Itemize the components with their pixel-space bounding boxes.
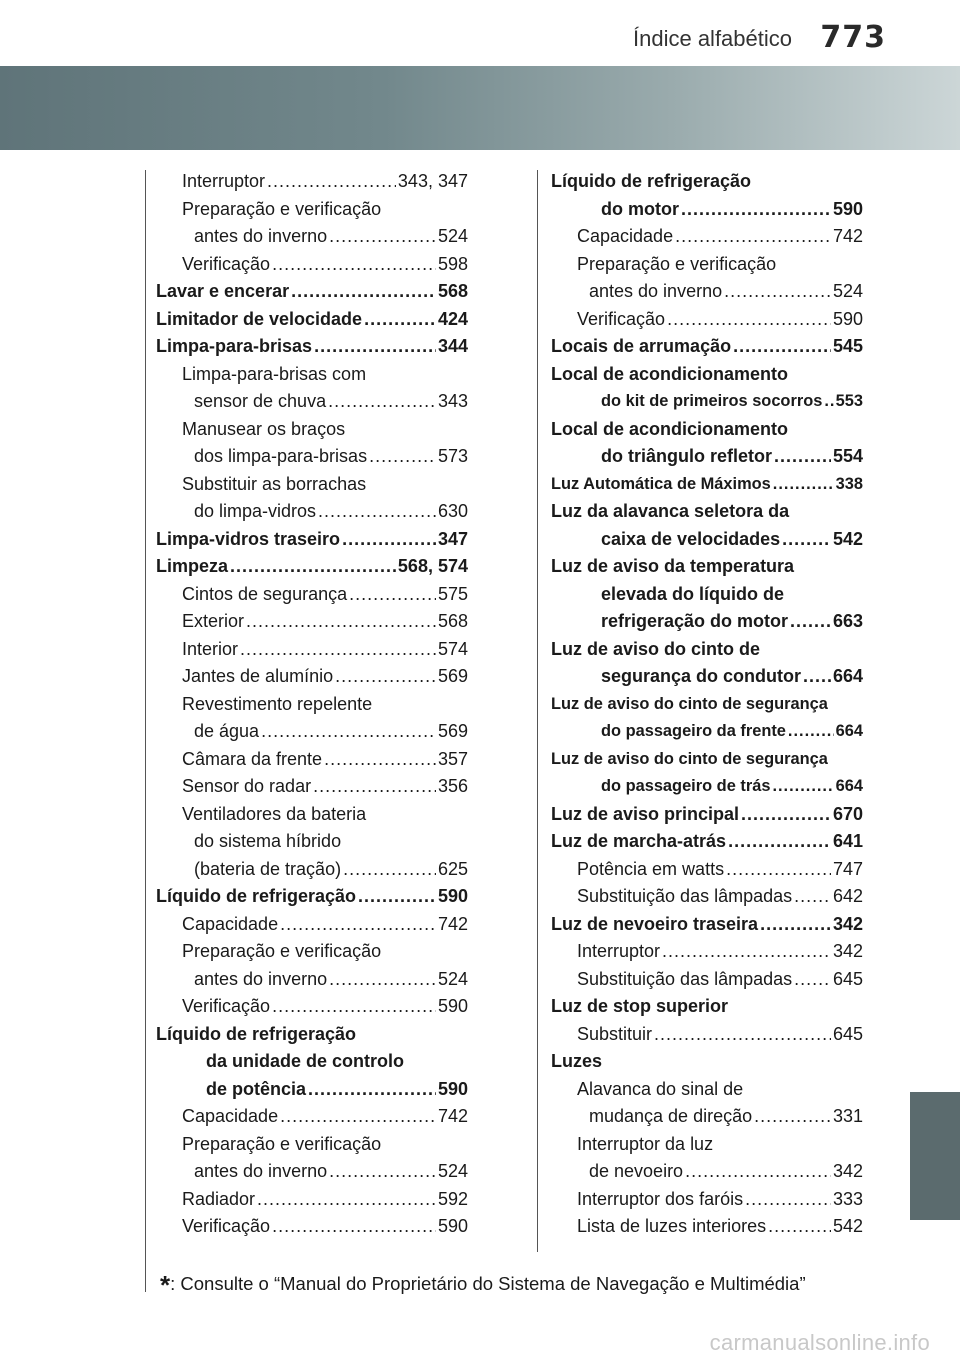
dot-leader [358,883,436,911]
index-entry-term: antes do inverno [589,281,723,301]
index-entry-term: Capacidade [182,913,279,934]
index-entry [551,388,863,416]
dot-leader [768,1213,831,1241]
index-entry [156,1076,468,1104]
index-entry-term: antes do inverno [194,226,328,246]
dot-leader [324,746,436,774]
index-entry-page: 575 [437,583,468,604]
index-entry [156,361,468,389]
index-entry-page: 331 [832,1106,863,1126]
index-entry [156,663,468,691]
index-entry [156,608,468,636]
index-entry [156,306,468,334]
dot-leader [794,966,831,994]
index-entry-term: Jantes de alumínio [182,666,334,686]
section-title: Índice alfabético [633,26,792,51]
dot-leader [343,856,436,884]
index-entry-term: Verificação [577,308,666,329]
watermark: carmanualsonline.info [709,1330,930,1355]
index-entry-term: Luz de nevoeiro traseira [551,913,759,934]
index-entry [551,1021,863,1049]
index-entry-page: 590 [437,996,468,1016]
index-entry-page: 569 [437,721,468,741]
index-entry [551,1158,863,1186]
index-entry-page: 344 [437,336,468,356]
index-entry [156,471,468,499]
index-entry [551,1213,863,1241]
index-entry [156,938,468,966]
dot-leader [328,388,436,416]
index-entry-page: 645 [832,1023,863,1044]
index-entry-term: do passageiro da frente [601,722,786,740]
index-entry [551,608,863,636]
index-entry [551,883,863,911]
index-entry-term: Interruptor dos faróis [577,1188,744,1209]
index-entry-term: Verificação [182,996,271,1016]
index-entry [551,581,863,609]
index-entry [156,1103,468,1131]
index-entry-page: 342 [832,913,863,934]
index-entry-term: Alavanca do sinal de [577,1078,744,1099]
index-entry [551,938,863,966]
dot-leader [246,608,436,636]
dot-leader [329,966,436,994]
index-entry-term: sensor de chuva [194,391,327,411]
index-entry [156,553,468,581]
index-entry-term: Local de acondicionamento [551,418,789,439]
index-entry [551,691,863,719]
index-entry [551,1103,863,1131]
index-entry [156,718,468,746]
dot-leader [369,443,436,471]
index-entry-page: 545 [832,336,863,356]
index-entry-page: 573 [437,446,468,466]
index-entry [156,828,468,856]
index-entry-term: Potência em watts [577,858,725,879]
dot-leader [788,718,834,746]
index-entry [551,471,863,499]
dot-leader [774,443,831,471]
index-entry [551,828,863,856]
index-entry-term: Substituição das lâmpadas [577,886,793,906]
dot-leader [230,553,396,581]
index-entry-page: 524 [437,226,468,246]
index-entry-page: 342 [832,941,863,961]
index-entry-term: Limitador de velocidade [156,308,363,329]
index-entry-page: 542 [832,1216,863,1236]
index-entry [551,1076,863,1104]
index-entry-term: segurança do condutor [601,666,802,686]
index-entry-term: Verificação [182,253,271,274]
dot-leader [280,911,436,939]
dot-leader [257,1186,436,1214]
index-entry [156,223,468,251]
index-entry-page: 569 [437,666,468,686]
index-entry [551,801,863,829]
index-entry [156,1213,468,1241]
index-entry [551,443,863,471]
index-entry-term: Capacidade [182,1106,279,1126]
index-entry-page: 664 [835,777,863,795]
dot-leader [728,828,831,856]
index-entry-term: Local de acondicionamento [551,363,789,384]
index-entry [156,1158,468,1186]
index-entry-term: Substituição das lâmpadas [577,968,793,989]
index-entry [156,526,468,554]
index-entry-term: Preparação e verificação [182,941,382,961]
dot-leader [335,663,436,691]
index-entry [551,361,863,389]
index-entry-term: Luz de aviso principal [551,803,740,824]
index-entry-term: Câmara da frente [182,748,323,769]
index-entry [551,636,863,664]
dot-leader [667,306,831,334]
index-entry-term: Locais de arrumação [551,336,732,356]
dot-leader [681,196,831,224]
index-entry-term: elevada do líquido de [601,583,785,604]
index-entry-term: Exterior [182,611,245,631]
index-entry [551,966,863,994]
index-entry-term: Preparação e verificação [182,1133,382,1154]
index-column-left [156,168,468,1241]
page-number: 773 [820,20,886,55]
index-entry-term: Luz de aviso do cinto de segurança [551,749,828,768]
index-entry-page: 542 [832,528,863,549]
index-entry-term: Limpa-para-brisas com [182,363,367,384]
index-entry-page: 568 [437,281,468,301]
dot-leader [773,471,834,499]
index-entry [551,911,863,939]
index-entry-page: 590 [437,886,468,906]
dot-leader [794,883,831,911]
index-entry [551,168,863,196]
index-entry-term: do kit de primeiros socorros [601,392,823,410]
index-entry [156,416,468,444]
index-entry [551,306,863,334]
dot-leader [760,911,831,939]
index-entry-term: Verificação [182,1216,271,1236]
index-entry-page: 641 [832,831,863,851]
index-entry-page: 568 [437,611,468,631]
index-entry-term: Substituir as borrachas [182,473,367,494]
index-entry-term: Lista de luzes interiores [577,1216,767,1236]
index-entry-term: Substituir [577,1023,653,1044]
index-entry [156,1048,468,1076]
index-entry-term: caixa de velocidades [601,528,781,549]
dot-leader [824,388,833,416]
index-entry-term: Luz de stop superior [551,996,729,1016]
index-entry-page: 347 [437,528,468,549]
footnote-text: : Consulte o “Manual do Proprietário do Sistema de Navegação e Multimédia” [170,1273,806,1294]
footnote-marker: * [160,1270,171,1300]
index-entry [156,773,468,801]
index-entry-term: mudança de direção [589,1106,753,1126]
index-entry-term: Limpa-vidros traseiro [156,528,341,549]
index-entry-term: Manusear os braços [182,418,346,439]
index-entry [156,1186,468,1214]
dot-leader [329,223,436,251]
index-entry-term: Radiador [182,1188,256,1209]
dot-leader [272,993,436,1021]
index-entry-term: Preparação e verificação [577,253,777,274]
index-entry-term: Luz Automática de Máximos [551,474,771,493]
index-entry-term: Sensor do radar [182,776,312,796]
index-entry [156,278,468,306]
index-entry-term: Interruptor [182,171,266,191]
index-entry-page: 630 [437,501,468,521]
dot-leader [741,801,831,829]
right-column-rule [537,170,538,1252]
index-entry-page: 664 [835,722,863,740]
index-entry-term: Ventiladores da bateria [182,803,367,824]
dot-leader [267,168,396,196]
index-entry [156,196,468,224]
index-entry-page: 590 [832,198,863,219]
index-entry-term: Interruptor [577,941,661,961]
index-entry-term: do triângulo refletor [601,446,772,466]
index-entry-page: 424 [437,308,468,329]
index-entry [551,773,863,801]
index-entry [156,388,468,416]
index-entry-page: 524 [832,281,863,301]
index-entry-term: refrigeração do motor [601,611,789,631]
index-entry [156,801,468,829]
index-entry [551,993,863,1021]
dot-leader [754,1103,831,1131]
index-entry-term: Líquido de refrigeração [156,886,357,906]
index-entry-term: antes do inverno [194,968,328,989]
dot-leader [772,773,833,801]
index-entry-page: 574 [437,638,468,659]
index-entry-page: 357 [437,748,468,769]
dot-leader [654,1021,831,1049]
index-entry-term: Lavar e encerar [156,281,290,301]
dot-leader [803,663,831,691]
index-entry [551,746,863,774]
index-entry [156,498,468,526]
index-entry-term: antes do inverno [194,1161,328,1181]
index-entry-page: 742 [437,1106,468,1126]
index-entry [156,993,468,1021]
index-entry-term: Luz de aviso da temperatura [551,556,795,576]
index-entry [551,333,863,361]
index-entry [551,196,863,224]
index-entry-page: 645 [832,968,863,989]
index-entry-term: do limpa-vidros [194,501,317,521]
index-entry [156,746,468,774]
index-entry-page: 568, 574 [397,556,468,576]
dot-leader [291,278,436,306]
index-entry [156,168,468,196]
section-side-tab [910,1092,960,1220]
index-entry [551,526,863,554]
index-entry-page: 554 [832,446,863,466]
index-entry-page: 642 [832,886,863,906]
index-entry-page: 590 [437,1216,468,1236]
dot-leader [662,938,831,966]
index-entry-page: 356 [437,776,468,796]
index-entry-term: Luz de marcha-atrás [551,831,727,851]
dot-leader [240,636,436,664]
header-band [0,66,960,150]
index-entry-page: 663 [832,611,863,631]
index-entry-term: Luz de aviso do cinto de segurança [551,694,828,713]
index-entry-page: 742 [437,913,468,934]
dot-leader [272,251,436,279]
top-margin [0,0,960,64]
index-entry [156,883,468,911]
index-entry-term: (bateria de tração) [194,858,342,879]
index-entry-page: 592 [437,1188,468,1209]
index-entry-term: Cintos de segurança [182,583,348,604]
index-entry-term: Interruptor da luz [577,1133,714,1154]
index-entry [551,1131,863,1159]
index-entry [551,1186,863,1214]
dot-leader [318,498,436,526]
index-entry [551,223,863,251]
index-entry [156,581,468,609]
index-entry-term: de nevoeiro [589,1161,684,1181]
index-entry [551,1048,863,1076]
index-entry-page: 524 [437,968,468,989]
index-entry-page: 333 [832,1188,863,1209]
dot-leader [782,526,831,554]
index-column-right [551,168,863,1241]
left-column-rule [145,170,146,1292]
dot-leader [745,1186,831,1214]
index-entry-page: 343 [437,391,468,411]
index-entry [156,856,468,884]
dot-leader [364,306,436,334]
index-entry-page: 524 [437,1161,468,1181]
dot-leader [272,1213,436,1241]
index-entry-page: 747 [832,858,863,879]
index-entry-page: 670 [832,803,863,824]
index-entry-term: Líquido de refrigeração [156,1023,357,1044]
index-entry-term: do passageiro de trás [601,777,771,795]
index-entry-term: Interior [182,638,239,659]
index-entry-page: 664 [832,666,863,686]
index-entry-page: 598 [437,253,468,274]
index-entry-term: de água [194,721,260,741]
index-entry [156,636,468,664]
index-entry-term: Limpa-para-brisas [156,336,313,356]
footnote [160,1266,806,1300]
index-entry-term: do motor [601,198,679,219]
index-entry-term: dos limpa-para-brisas [194,446,368,466]
index-entry [551,553,863,581]
index-entry [156,911,468,939]
index-entry-term: de potência [206,1078,307,1099]
dot-leader [726,856,831,884]
dot-leader [349,581,436,609]
index-entry-term: Limpeza [156,556,229,576]
dot-leader [675,223,831,251]
index-entry [156,443,468,471]
index-entry-term: Líquido de refrigeração [551,171,752,191]
index-entry-term: Revestimento repelente [182,693,373,714]
index-entry-page: 625 [437,858,468,879]
index-entry [156,966,468,994]
index-entry-term: Luzes [551,1051,603,1071]
dot-leader [261,718,436,746]
index-entry-page: 590 [437,1078,468,1099]
dot-leader [280,1103,436,1131]
index-entry-term: Luz de aviso do cinto de [551,638,761,659]
dot-leader [308,1076,436,1104]
index-entry [551,416,863,444]
dot-leader [724,278,831,306]
index-entry-term: Luz da alavanca seletora da [551,501,790,521]
index-entry [156,691,468,719]
dot-leader [685,1158,831,1186]
index-entry [156,333,468,361]
dot-leader [313,773,436,801]
index-entry [551,251,863,279]
index-entry [551,856,863,884]
index-entry [156,1131,468,1159]
index-entry-page: 342 [832,1161,863,1181]
index-entry-page: 590 [832,308,863,329]
index-entry [551,278,863,306]
index-entry-page: 343, 347 [397,171,468,191]
index-entry [551,663,863,691]
index-entry-term: Capacidade [577,226,674,246]
index-entry [551,498,863,526]
dot-leader [790,608,831,636]
index-entry-term: Preparação e verificação [182,198,382,219]
index-entry [156,1021,468,1049]
dot-leader [314,333,436,361]
dot-leader [342,526,436,554]
index-entry-page: 338 [835,474,863,493]
index-entry [156,251,468,279]
dot-leader [329,1158,436,1186]
index-entry [551,718,863,746]
index-entry-page: 553 [835,392,863,410]
dot-leader [733,333,831,361]
index-entry-page: 742 [832,226,863,246]
index-entry-term: do sistema híbrido [194,831,342,851]
index-entry-term: da unidade de controlo [206,1051,405,1071]
